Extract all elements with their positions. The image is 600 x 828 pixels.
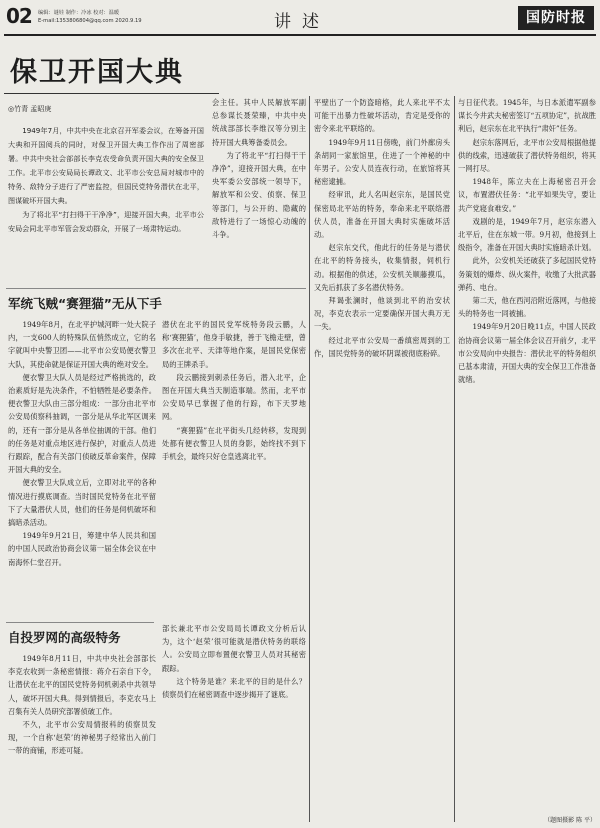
body-paragraph: 与日征代表。1945年，与日本派遣军副参谋长今井武夫秘密签订“五项协定”，抗战胜利后，赵宗东在北平执行“肃奸”任务。 (458, 98, 596, 134)
body-paragraph: 拜谒张澜时，他谈到北平的治安状况，李克农表示一定要确保开国大典万无一失。 (314, 296, 450, 332)
body-paragraph: 这个特务是谁？来北平的目的是什么？侦察员们在秘密调查中逐步揭开了谜底。 (162, 676, 306, 700)
column-4 (458, 96, 596, 808)
column-2-bottom (162, 622, 306, 822)
body-paragraph: 部长兼北平市公安局局长谭政文分析后认为，这个‘赵荣’很可能就是潜伏特务的联络人。公安局立即布置便衣警卫人员对其秘密跟踪。 (162, 624, 306, 673)
body-paragraph: 经过北平市公安局一番缜密周到的工作，国民党特务的破坏阴谋被彻底粉碎。 (314, 335, 450, 358)
column-2 (162, 318, 306, 618)
body-paragraph: 1949年9月20日晚11点，中国人民政治协商会议第一届全体会议召开前夕，北平市公安局向中央报告：潜伏北平的特务组织已基本肃清，开国大典的安全保卫工作准备就绪。 (458, 322, 596, 385)
intro-paragraph: 为了将北平“打扫得干干净净”，迎接开国大典，北平市公安局会同北平市军管会发动群众，开展了一场肃特运动。 (8, 210, 204, 233)
page-header (4, 4, 596, 36)
intro-paragraph: 1949年7月，中共中央在北京召开军委会议，在筹备开国大典和开国阅兵的同时，对保卫开国大典工作作出了周密部署。中共中央社会部部长李克农受命负责开国大典的安全保卫工作。北平市公安局局长谭政文、北平市公安总局对城市中的特务、敌特分子进行了严密监控，但国民党特务潜伏在北平，图谋破坏开国大典。 (8, 126, 204, 205)
body-paragraph: 为了将北平“打扫得干干净净”，迎接开国大典，在中央军委公安部统一领导下，解放军和公安、侦察、保卫等部门，与公开的、隐藏的敌特进行了一场惊心动魄的斗争。 (212, 150, 306, 240)
body-paragraph: 便衣警卫大队成立后，立即对北平的各种情况进行摸底调查。当时国民党特务在北平留下了大量潜伏人员，他们的任务是伺机破坏和搞暗杀活动。 (8, 478, 156, 528)
column-rule (454, 96, 455, 822)
body-paragraph: 平壁出了一个防盗暗格，此人来北平不太可能干出暴力性破坏活动，肯定是受你的密令来北平联络的。 (314, 98, 450, 134)
section-divider (6, 288, 306, 289)
title-underline (4, 93, 219, 94)
body-paragraph: 1949年9月21日，筹建中华人民共和国的中国人民政治协商会议第一届全体会议在中南海怀仁堂召开。 (8, 531, 156, 567)
column-rule (309, 96, 310, 822)
body-paragraph: 赵宗东交代，他此行的任务是与潜伏在北平的特务接头，收集情报，伺机行动。根据他的供述，公安机关顺藤摸瓜，又先后抓获了多名潜伏特务。 (314, 243, 450, 292)
page-number: 02 (6, 4, 32, 28)
body-paragraph: 潜伏在北平的国民党军统特务段云鹏，人称‘赛狸猫’，他身手敏捷，善于飞檐走壁，曾多次在北平、天津等地作案，是国民党保密局的王牌杀手。 (162, 320, 306, 369)
article-title: 保卫开国大典 (10, 57, 184, 88)
body-paragraph: 第二天，他在西河沿附近落网，与他接头的特务也一同被捕。 (458, 296, 596, 319)
body-paragraph: 1949年8月，在北平护城河畔一处大院子内，一支600人的特殊队伍悄然成立，它的名字就叫中央警卫团——北平市公安局便衣警卫大队，其使命就是保证开国大典的绝对安全。 (8, 320, 156, 369)
body-paragraph: 不久，北平市公安局情报科的侦察员发现，一个自称‘赵荣’的神秘男子经常出入前门一带的商铺，形迹可疑。 (8, 720, 156, 756)
end-note: （题图摄影 陈 平） (544, 817, 596, 824)
body-paragraph: 此外，公安机关还破获了多起国民党特务策划的爆炸、纵火案件，收缴了大批武器弹药、电台。 (458, 256, 596, 292)
section2-heading: 自投罗网的高级特务 (8, 630, 121, 645)
column-3 (314, 96, 450, 822)
intro-paragraphs (8, 124, 204, 286)
body-paragraph: 赵宗东落网后，北平市公安局根据他提供的线索，迅速破获了潜伏特务组织，将其一网打尽。 (458, 137, 596, 174)
body-paragraph: 1948年，陈立夫在上海秘密召开会议，布置潜伏任务：“北平如果失守，要让共产党寝食难安。” (458, 177, 596, 213)
editor-info: 编辑：谜娃 制作：冷冰 校对：温暖 (38, 10, 120, 16)
body-paragraph: 段云鹏接到刺杀任务后，潜入北平，企图在开国大典当天制造事端。然而，北平市公安局早已掌握了他的行踪，布下天罗地网。 (162, 372, 306, 422)
column-2-top (212, 96, 306, 286)
body-paragraph: 经审讯，此人名叫赵宗东，是国民党保密局北平站的特务，奉命来北平联络潜伏人员，准备在开国大典时实施破坏活动。 (314, 190, 450, 240)
body-paragraph: 1949年8月11日，中共中央社会部部长李克农收到一条秘密情报：蒋介石亲自下令，让潜伏在北平的国民党特务伺机刺杀中共领导人，破坏开国大典。得到情报后，李克农马上召集有关人员研究部署侦破工作。 (8, 654, 156, 716)
masthead-logo: 国防时报 (518, 6, 594, 30)
body-paragraph: 戏剧的是，1949年7月，赵宗东潜入北平后，住在东城一带。9月初，他接到上级指令，准备在开国大典时实施暗杀计划。 (458, 216, 596, 253)
section-divider (6, 622, 154, 623)
body-paragraph: 便衣警卫大队人员是经过严格挑选的，政治素质好是先决条件，不怕牺牲是必要条件。便衣警卫大队由三部分组成：一部分由北平市公安局侦察科抽调，一部分是从华北军区调来的，还有一部分是从各单位抽调的干部。他们的任务是对重点地区进行保护，对重点人员进行跟踪，配合有关部门侦破反革命案件，保障开国大典的安全。 (8, 372, 156, 475)
section1-heading: 军统飞贼“赛狸猫”无从下手 (8, 296, 162, 311)
body-paragraph: 1949年9月11日傍晚，前门外廊房头条胡同一家旅馆里，住进了一个神秘的中年男子。公安人员连夜行动，在旅馆将其秘密逮捕。 (314, 137, 450, 187)
section-title: 讲述 (274, 12, 330, 32)
contact-date: E-mail:1353806804@qq.com 2020.9.19 (38, 18, 142, 24)
body-paragraph: “赛狸猫”在北平街头几经转移，发现到处都有便衣警卫人员的身影，始终找不到下手机会，最终只好仓皇逃离北平。 (162, 425, 306, 462)
column-1-bottom (8, 652, 156, 822)
byline: ◎竹青 孟昭庚 (8, 105, 52, 113)
column-1 (8, 318, 156, 618)
body-paragraph: 会主任。其中人民解放军副总参谋长聂荣臻，中共中央统战部部长李维汉等分别主持开国大典筹备委员会。 (212, 98, 306, 147)
